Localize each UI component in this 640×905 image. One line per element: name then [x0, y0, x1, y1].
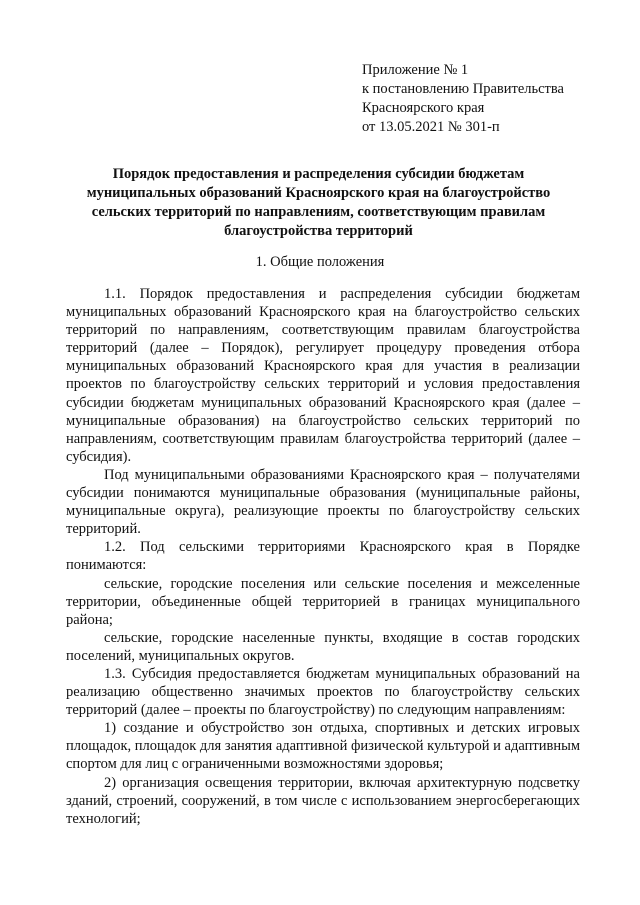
annex-region: Красноярского края: [362, 100, 485, 116]
annex-decree: к постановлению Правительства: [362, 81, 564, 97]
annex-number: Приложение № 1: [362, 62, 469, 78]
paragraph-item-2: 2) организация освещения территории, включая архитектурную подсветку зданий, строений, сооружений, в том числе с использованием энергосберегающих технологий;: [66, 774, 580, 827]
annex-header: [362, 61, 564, 137]
document-title: Порядок предоставления и распределения субсидии бюджетам муниципальных образований Красноярского края на благоустройство сельских территорий по направлениям, соответствующим правилам благоустройства территорий: [86, 166, 551, 239]
paragraph-localities: сельские, городские населенные пункты, входящие в состав городских поселений, муниципальных округов.: [66, 629, 580, 664]
paragraph-recipients: Под муниципальными образованиями Красноярского края – получателями субсидии понимаются муниципальные образования (муниципальные районы, муниципальные округа), реализующие проекты по благоустройству сельских территорий.: [66, 466, 580, 538]
annex-date: от 13.05.2021 № 301-п: [362, 119, 500, 135]
paragraph-1-2: 1.2. Под сельскими территориями Красноярского края в Порядке понимаются:: [66, 539, 580, 574]
paragraph-settlements: сельские, городские поселения или сельские поселения и межселенные территории, объединенные общей территорией в границах муниципального района;: [66, 575, 580, 628]
paragraph-1-1: 1.1. Порядок предоставления и распределения субсидии бюджетам муниципальных образований Красноярского края на благоустройство сельских территорий по направлениям, соответствующим правилам благоустройства территорий (далее – Порядок), регулирует процедуру проведения отбора муниципальных образований Красноярского края для участия в реализации проектов по благоустройству сельских территорий и условия предоставления субсидии бюджетам муниципальных образований Красноярского края (далее – муниципальные образования) на благоустройство сельских территорий по направлениям, соответствующим правилам благоустройства территорий (далее – субсидия).: [66, 286, 580, 465]
paragraph-item-1: 1) создание и обустройство зон отдыха, спортивных и детских игровых площадок, площадок для занятия адаптивной физической культурой и адаптивным спортом для лиц с ограниченными возможностями здоровья;: [66, 720, 580, 773]
document-body: [66, 285, 580, 828]
section-heading: 1. Общие положения: [255, 254, 385, 270]
paragraph-1-3: 1.3. Субсидия предоставляется бюджетам муниципальных образований на реализацию общественно значимых проектов по благоустройству сельских территорий (далее – проекты по благоустройству) по следующим направлениям:: [66, 665, 580, 719]
